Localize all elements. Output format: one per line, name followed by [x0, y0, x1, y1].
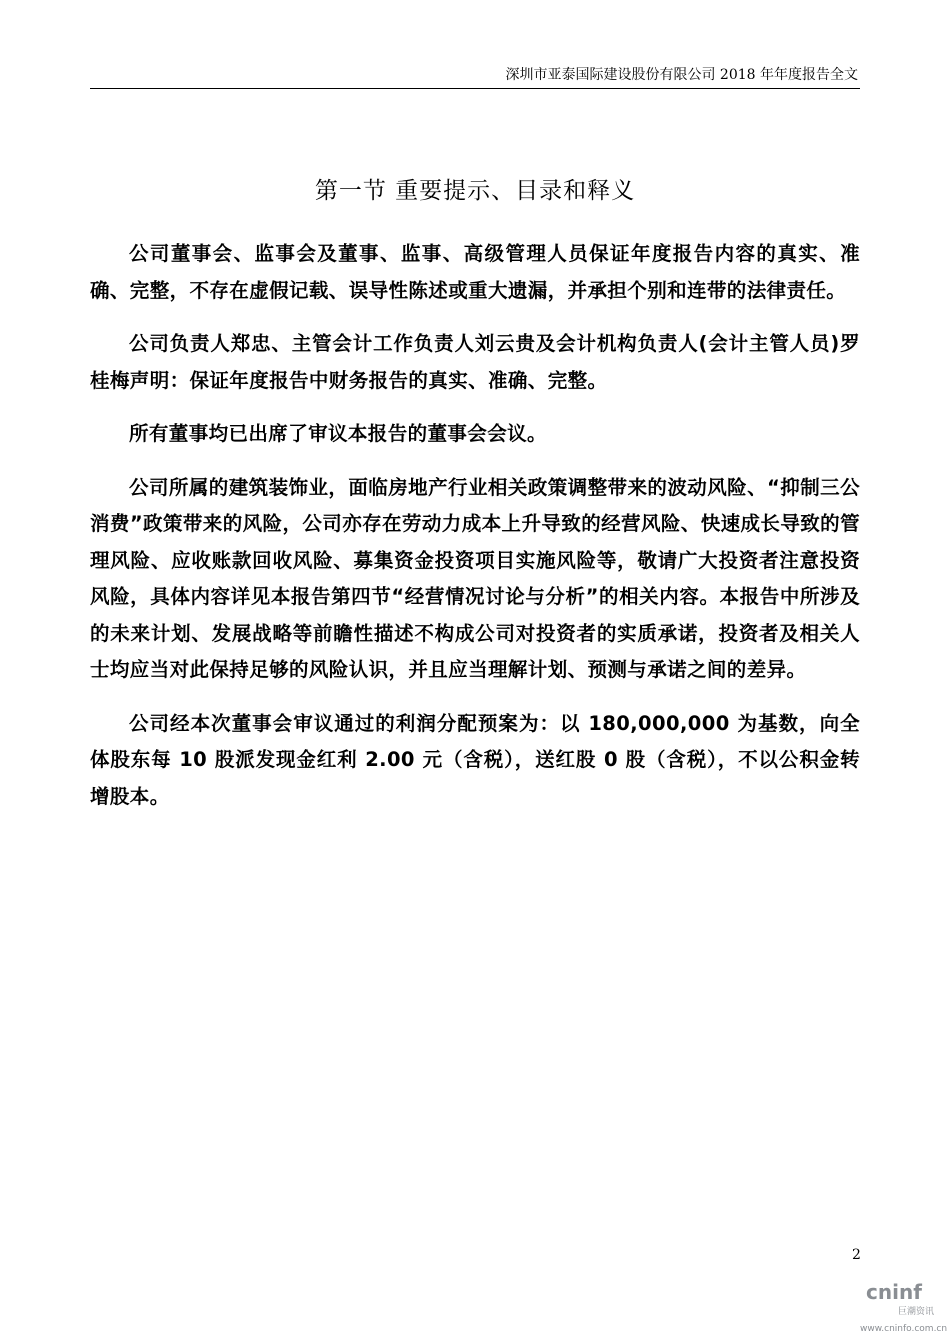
cninfo-watermark — [858, 1280, 948, 1340]
paragraph-risk-notice: 公司所属的建筑装饰业，面临房地产行业相关政策调整带来的波动风险、“抑制三公消费”政策带来的风险，公司亦存在劳动力成本上升导致的经营风险、快速成长导致的管理风险、应收账款回收风险、募集资金投资项目实施风险等，敬请广大投资者注意投资风险，具体内容详见本报告第四节“经营情况讨论与分析”的相关内容。本报告中所涉及的未来计划、发展战略等前瞻性描述不构成公司对投资者的实质承诺，投资者及相关人士均应当对此保持足够的风险认识，并且应当理解计划、预测与承诺之间的差异。 — [90, 475, 860, 681]
section-title: 第一节 重要提示、目录和释义 — [314, 178, 636, 205]
paragraph-directors-attendance: 所有董事均已出席了审议本报告的董事会会议。 — [129, 422, 547, 445]
page-number: 2 — [852, 1247, 861, 1263]
body-content — [90, 236, 860, 832]
paragraph-profit-distribution: 公司经本次董事会审议通过的利润分配预案为：以 180,000,000 为基数，向全体股东每 10 股派发现金红利 2.00 元（含税），送红股 0 股（含税），不以公积金转增股本。 — [90, 711, 860, 808]
header-divider — [90, 88, 860, 89]
paragraph-board-guarantee: 公司董事会、监事会及董事、监事、高级管理人员保证年度报告内容的真实、准确、完整，不存在虚假记载、误导性陈述或重大遗漏，并承担个别和连带的法律责任。 — [90, 242, 860, 302]
watermark-subtitle: 巨潮资讯 — [898, 1307, 935, 1317]
paragraph-responsible-persons: 公司负责人郑忠、主管会计工作负责人刘云贵及会计机构负责人(会计主管人员)罗桂梅声明：保证年度报告中财务报告的真实、准确、完整。 — [90, 332, 860, 392]
watermark-logo: cninf — [866, 1280, 922, 1304]
running-header: 深圳市亚泰国际建设股份有限公司 2018 年年度报告全文 — [505, 67, 858, 83]
watermark-url: www.cninfo.com.cn — [860, 1324, 948, 1334]
